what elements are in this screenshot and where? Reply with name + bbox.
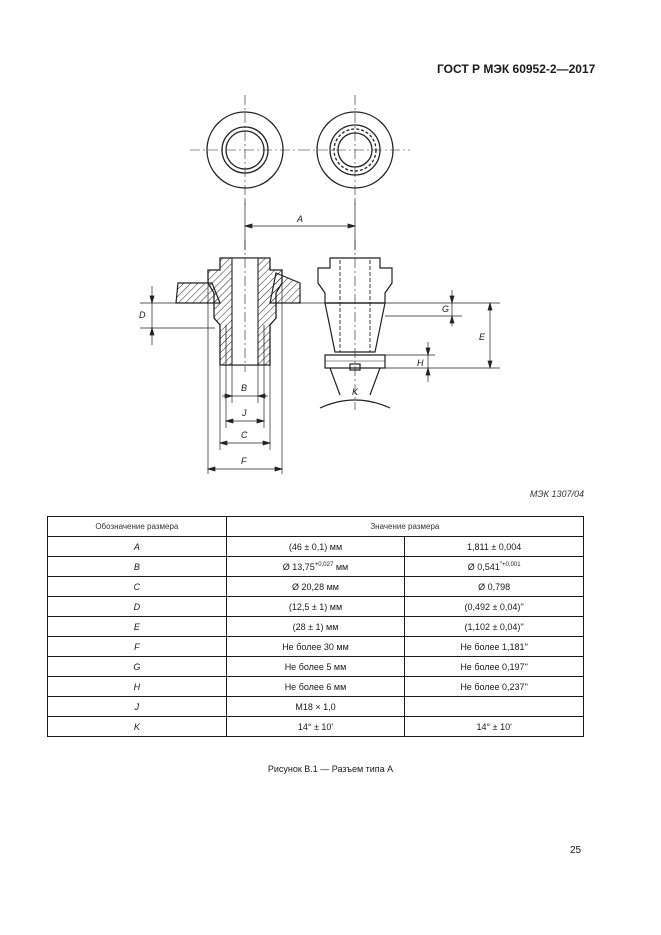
table-row — [48, 677, 584, 697]
row-letter: H — [48, 677, 227, 697]
row-letter: F — [48, 637, 227, 657]
label-f: F — [241, 456, 247, 466]
table-row — [48, 537, 584, 557]
row-letter: B — [48, 557, 227, 577]
figure-caption: Рисунок В.1 — Разъем типа А — [267, 764, 394, 774]
row-imperial: (0,492 ± 0,04)'' — [405, 597, 584, 617]
label-b: B — [241, 383, 248, 393]
end-view-right — [300, 95, 410, 205]
dimensions-table — [47, 516, 584, 737]
row-metric: Не более 5 мм — [226, 657, 405, 677]
row-letter: K — [48, 717, 227, 737]
table-row — [48, 637, 584, 657]
row-metric: Ø 20,28 мм — [226, 577, 405, 597]
row-letter: J — [48, 697, 227, 717]
row-imperial: Ø $0,541^{''+0,001}$ — [405, 557, 584, 577]
row-metric: Не более 30 мм — [226, 637, 405, 657]
left-section-view — [176, 240, 300, 372]
figure-code: МЭК 1307/04 — [529, 489, 584, 499]
row-metric: Ø $13,75^{+0,027}$ мм — [226, 557, 405, 577]
table-row — [48, 597, 584, 617]
label-e: E — [479, 332, 486, 342]
right-side-view — [300, 240, 500, 410]
row-metric: Не более 6 мм — [226, 677, 405, 697]
table-row — [48, 557, 584, 577]
label-h: H — [417, 358, 424, 368]
row-imperial: 14° ± 10' — [405, 717, 584, 737]
row-letter: D — [48, 597, 227, 617]
header-value: Значение размера — [226, 517, 583, 537]
page-number: 25 — [570, 845, 582, 856]
row-imperial — [405, 697, 584, 717]
label-d: D — [139, 310, 146, 320]
end-view-left — [190, 95, 300, 205]
dimension-a — [245, 200, 355, 250]
label-a: A — [297, 214, 304, 224]
row-imperial: Не более 0,197'' — [405, 657, 584, 677]
row-letter: C — [48, 577, 227, 597]
label-g: G — [442, 304, 450, 314]
label-c: C — [241, 430, 248, 440]
header-designation: Обозначение размера — [48, 517, 227, 537]
row-metric: (28 ± 1) мм — [226, 617, 405, 637]
table-row — [48, 617, 584, 637]
row-imperial: Не более 1,181'' — [405, 637, 584, 657]
row-metric: (46 ± 0,1) мм — [226, 537, 405, 557]
row-letter: G — [48, 657, 227, 677]
row-imperial: 1,811 ± 0,004 — [405, 537, 584, 557]
row-metric: M18 × 1,0 — [226, 697, 405, 717]
table-row — [48, 657, 584, 677]
row-letter: E — [48, 617, 227, 637]
table-header-row — [48, 517, 584, 537]
row-letter: A — [48, 537, 227, 557]
label-j: J — [242, 408, 247, 418]
table-row — [48, 717, 584, 737]
table-row — [48, 697, 584, 717]
label-k: K — [352, 387, 359, 397]
row-imperial: (1,102 ± 0,04)'' — [405, 617, 584, 637]
row-imperial: Ø 0,798 — [405, 577, 584, 597]
document-code-header: ГОСТ Р МЭК 60952-2—2017 — [437, 62, 596, 76]
row-imperial: Не более 0,237'' — [405, 677, 584, 697]
table-row — [48, 577, 584, 597]
row-metric: (12,5 ± 1) мм — [226, 597, 405, 617]
row-metric: 14° ± 10' — [226, 717, 405, 737]
